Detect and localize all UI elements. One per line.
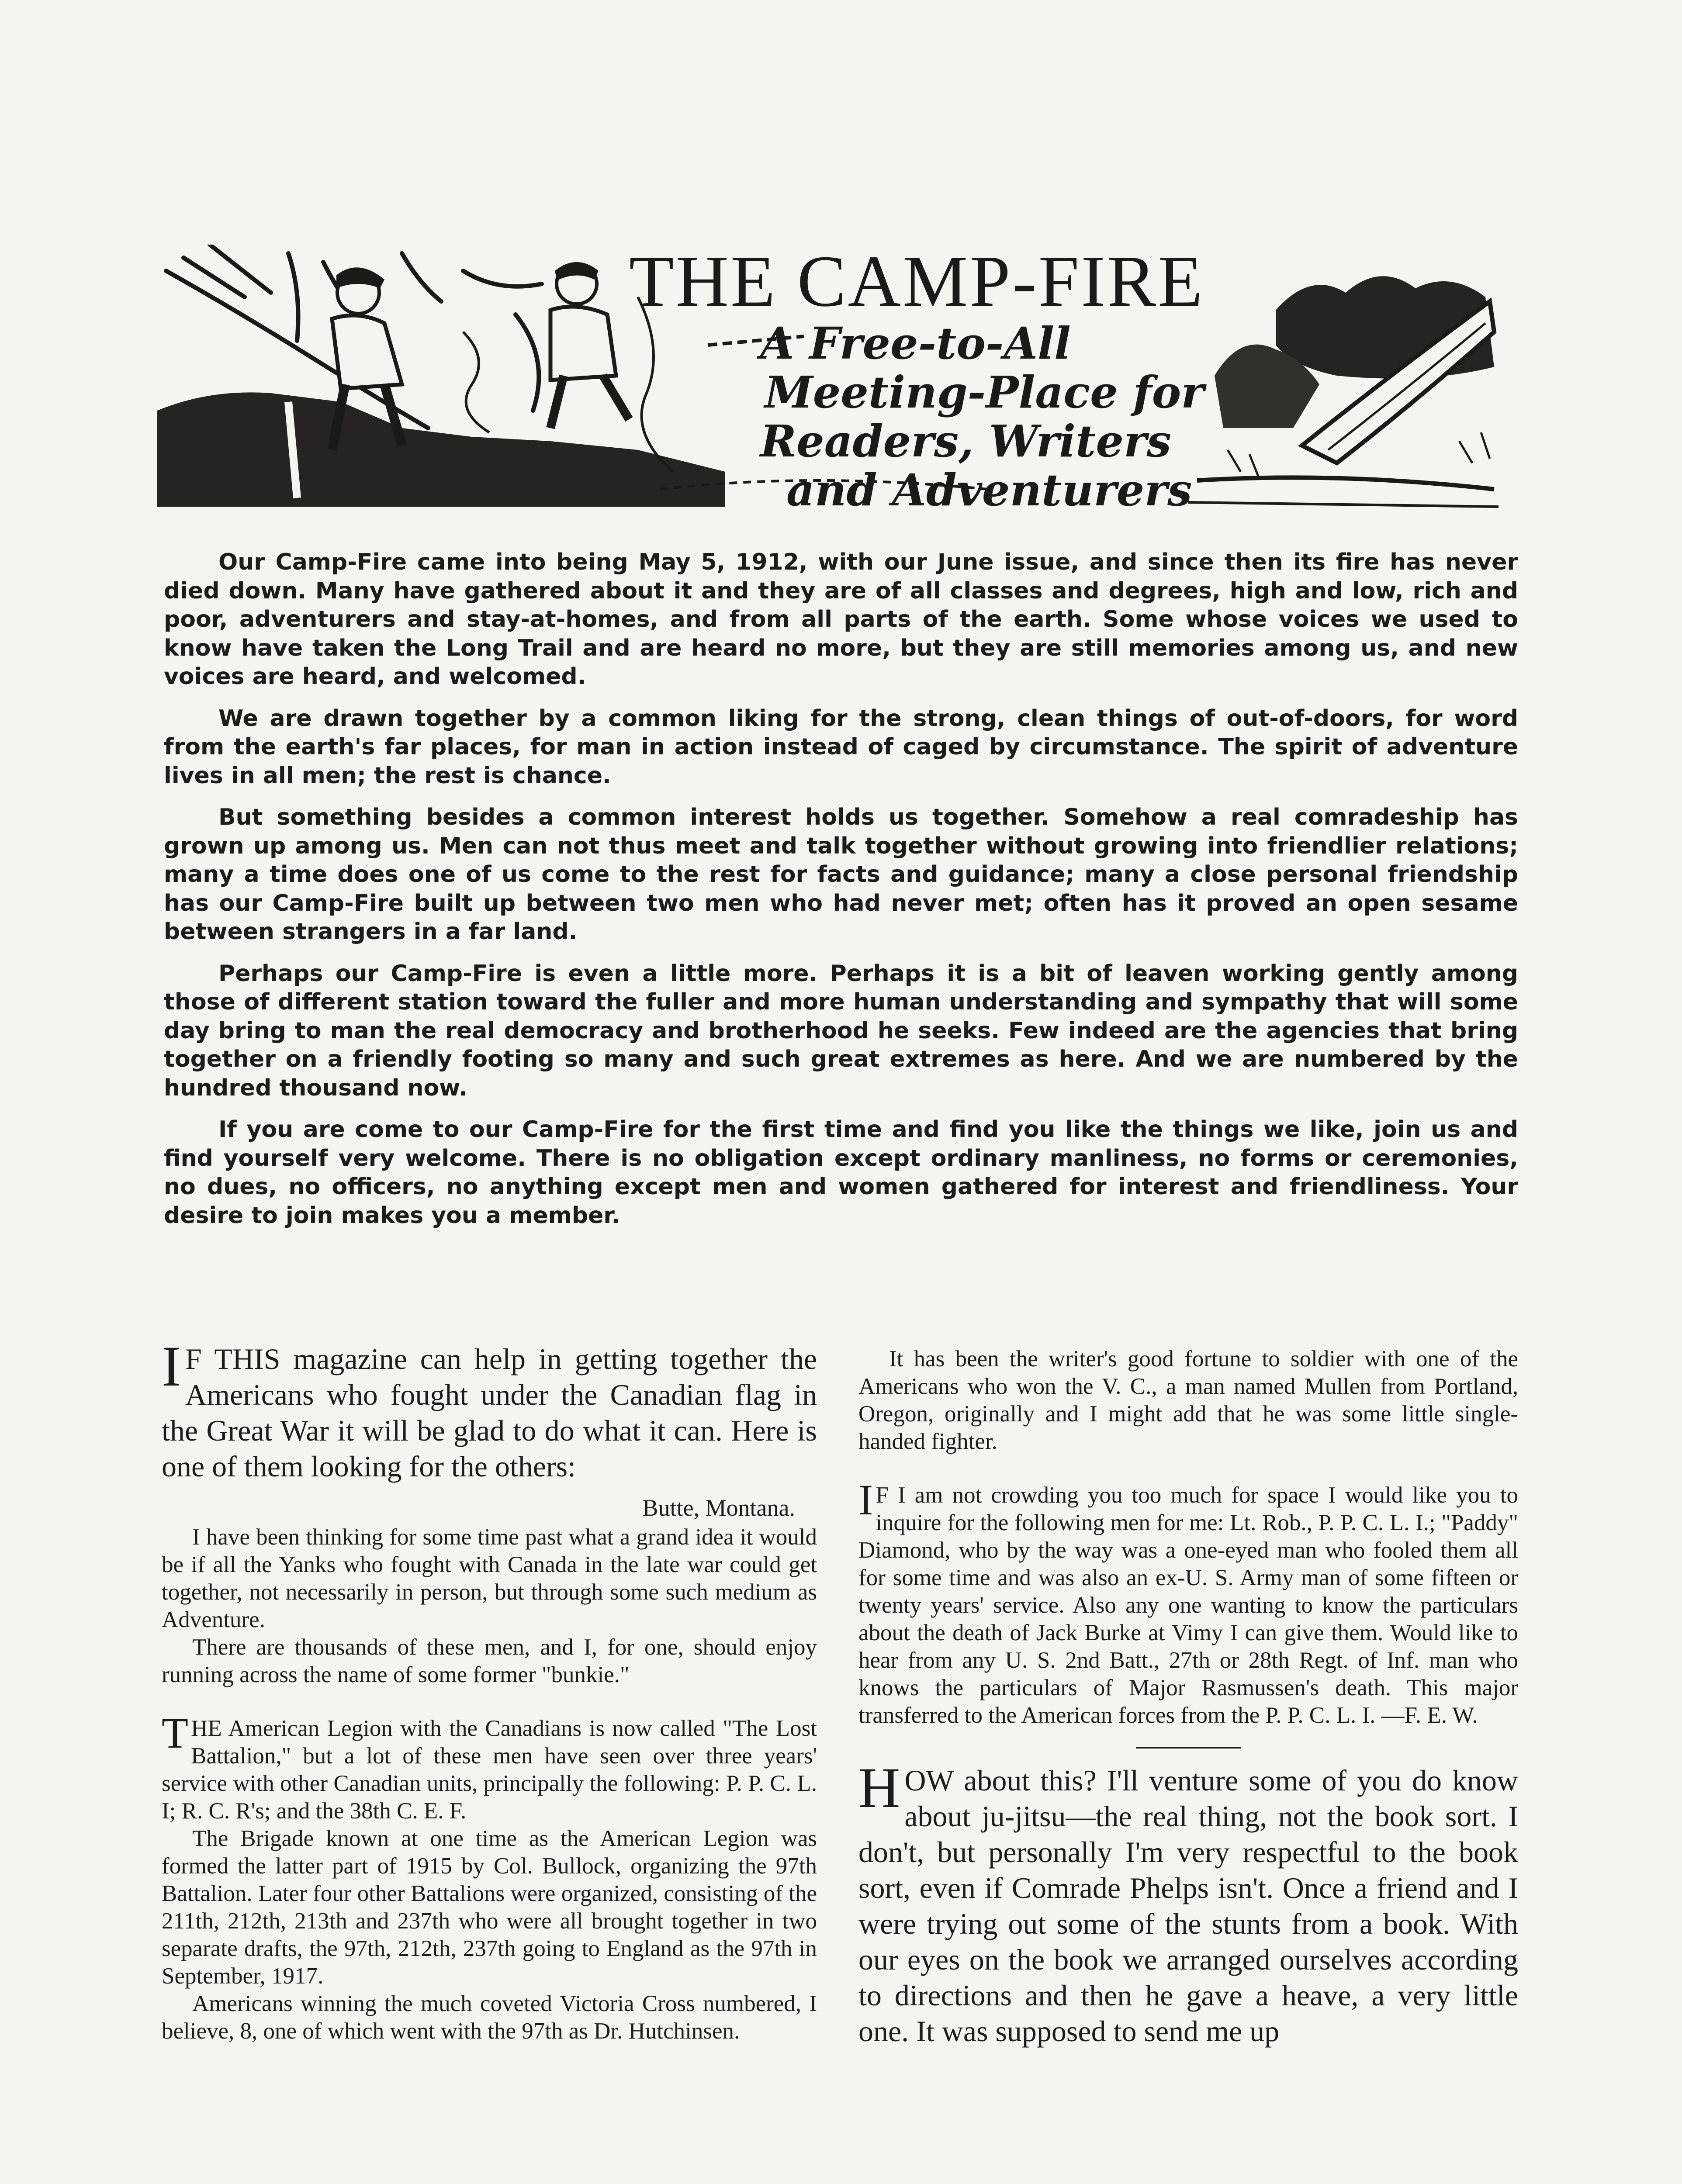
letter-paragraph: There are thousands of these men, and I, for one, should enjoy running across the name of some former "bunkie." xyxy=(162,1635,817,1687)
drop-cap: I xyxy=(162,1334,181,1398)
crowding-text: F I am not crowding you too much for space I would like you to inquire for the following men for me: Lt. Rob., P. P. C. L. I.; "Paddy" Diamond, who by the way was a one-eyed man who fooled them all for some time and was also an ex-U. S. Army man of some fifteen or twenty years' service. Also any one wanting to know the particulars about the death of Jack Burke at Vimy I can give them. Would like to hear from any U. S. 2nd Batt., 27th or 28th Regt. of Inf. man who knows the particulars of Major Rasmussen's death. This major transferred to the American forces from the P. P. C. L. I. —F. E. W. xyxy=(858,1482,1518,1728)
cross-paragraph: Americans winning the much coveted Victoria Cross numbered, I believe, 8, one of which went with the 97th as Dr. Hutchinsen. xyxy=(162,1991,817,2044)
brigade-paragraph: The Brigade known at one time as the American Legion was formed the latter part of 1915 by Col. Bullock, organizing the 97th Battalion. Later four other Battalions were organized, consisting of the 211th, 212th, 213th and 237th who were all brought together in two separate drafts, the 97th, 212th, 237th going to England as the 97th in September, 1917. xyxy=(162,1826,817,1989)
right-column xyxy=(858,1345,1518,2049)
masthead-title: THE CAMP-FIRE xyxy=(629,241,1204,322)
jujitsu-text: OW about this? I'll venture some of you do know about ju-jitsu—the real thing, not the book sort. I don't, but personally I'm very respectful to the book sort, even if Comrade Phelps isn't. Once a friend and I were trying out some of the stunts from a book. With our eyes on the book we arranged ourselves according to directions and then he gave a heave, a very little one. It was supposed to send me up xyxy=(858,1764,1518,2048)
masthead-subtitle xyxy=(760,319,1372,515)
letter-paragraph: I have been thinking for some time past what a grand idea it would be if all the Yanks who fought with Canada in the late war could get together, not necessarily in person, but through some such medium as Adventure. xyxy=(162,1524,817,1632)
lead-text: F THIS magazine can help in getting together the Americans who fought under the Canadian flag in the Great War it will be glad to do what it can. Here is one of them looking for the others: xyxy=(162,1342,817,1483)
masthead xyxy=(157,241,1503,516)
left-column xyxy=(162,1334,817,2045)
intro-section xyxy=(164,548,1518,1243)
drop-cap: T xyxy=(162,1709,189,1757)
jujitsu-paragraph xyxy=(858,1755,1518,2049)
intro-paragraph: But something besides a common interest holds us together. Somehow a real comradeship has grown up among us. Men can not thus meet and talk together without growing into friendlier relations; many a time does one of us come to the rest for facts and guidance; many a close personal friendship has our Camp-Fire built up between two men who had never met; often has it proved an open sesame between strangers in a far land. xyxy=(164,804,1518,945)
ground-shadow xyxy=(157,392,725,507)
lead-paragraph xyxy=(162,1334,817,1484)
intro-paragraph: If you are come to our Camp-Fire for the first time and find you like the things we like, join us and find yourself very welcome. There is no obligation except ordinary manliness, no forms or ceremonies, no dues, no officers, no anything except men and women gathered for interest and friendliness. Your desire to join makes you a member. xyxy=(164,1116,1518,1229)
intro-paragraph: We are drawn together by a common liking for the strong, clean things of out-of-doors, for word from the earth's far places, for man in action instead of caged by circumstance. The spirit of adventure lives in all men; the rest is chance. xyxy=(164,705,1518,789)
legion-text: HE American Legion with the Canadians is now called "The Lost Battalion," but a lot of these men have seen over three years' service with other Canadian units, principally the following: P. P. C. L. I; R. C. R's; and the 38th C. E. F. xyxy=(162,1716,817,1824)
crowding-paragraph xyxy=(858,1476,1518,1729)
letter-place: Butte, Montana. xyxy=(642,1495,795,1521)
intro-paragraph: Perhaps our Camp-Fire is even a little more. Perhaps it is a bit of leaven working gently among those of different station toward the fuller and more human understanding and sympathy that will some day bring to man the real democracy and brotherhood he seeks. Few indeed are the agencies that bring together on a friendly footing so many and such great extremes as here. And we are numbered by the hundred thousand now. xyxy=(164,960,1518,1101)
masthead-subtitle-line: and Adventurers xyxy=(786,464,1192,516)
masthead-subtitle-line: Readers, Writers xyxy=(760,415,1171,467)
drop-cap: H xyxy=(858,1755,900,1820)
intro-paragraph: Our Camp-Fire came into being May 5, 1912, with our June issue, and since then its fire has never died down. Many have gathered about it and they are of all classes and degrees, high and low, rich and poor, adventurers and stay-at-homes, and from all parts of the earth. Some whose voices we used to know have taken the Long Trail and are heard no more, but they are still memories among us, and new voices are heard, and welcomed. xyxy=(164,549,1518,690)
section-divider xyxy=(1136,1747,1241,1749)
masthead-subtitle-line: Meeting-Place for xyxy=(765,366,1204,418)
fortune-paragraph: It has been the writer's good fortune to soldier with one of the Americans who won the V. C., a man named Mullen from Portland, Oregon, originally and I might add that he was some little single-handed fighter. xyxy=(858,1346,1518,1454)
drop-cap: I xyxy=(858,1476,873,1524)
masthead-subtitle-line: A Free-to-All xyxy=(760,318,1071,369)
legion-paragraph xyxy=(162,1709,817,1825)
